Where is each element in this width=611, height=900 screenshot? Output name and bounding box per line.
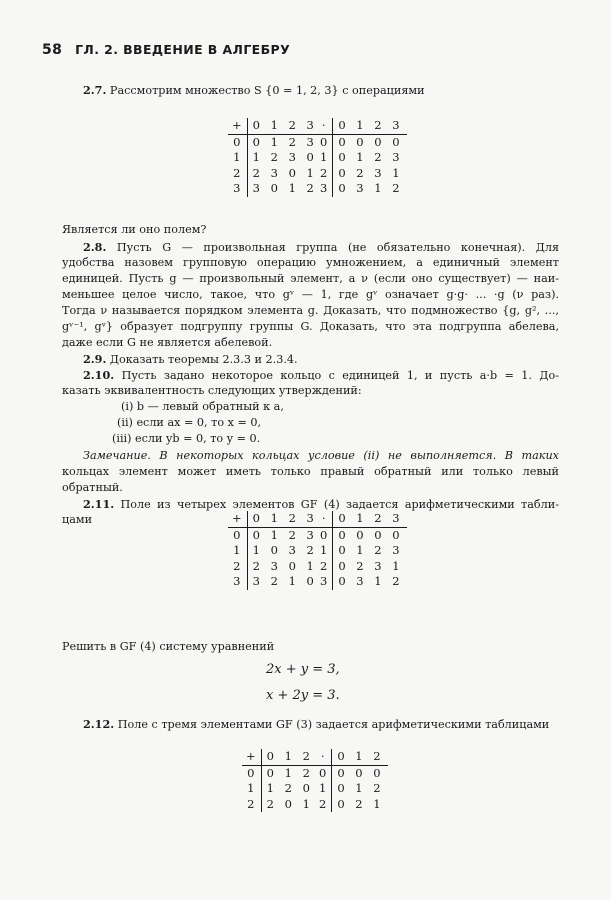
statement-iii: (iii) если yb = 0, то y = 0. bbox=[112, 432, 261, 445]
statement-ii: (ii) если ax = 0, то x = 0, bbox=[117, 416, 262, 429]
table-row: 0 0 1 2 3 bbox=[228, 135, 321, 151]
table-row: 3 3 0 1 2 bbox=[228, 181, 321, 197]
equation-2: x + 2y = 3. bbox=[266, 688, 340, 703]
table-row: 2 2 0 1 bbox=[242, 797, 317, 813]
table-row: 2 2 3 0 1 bbox=[228, 559, 321, 575]
table-row: 1 0 1 2 3 bbox=[316, 543, 407, 559]
table-row: 0 0 1 2 3 bbox=[228, 528, 321, 544]
op-symbol: · bbox=[316, 118, 333, 134]
problem-number: 2.11. bbox=[83, 497, 115, 511]
problem-2-9: 2.9. Доказать теоремы 2.3.3 и 2.3.4. bbox=[83, 352, 298, 366]
problem-number: 2.10. bbox=[83, 368, 115, 382]
op-symbol: + bbox=[228, 511, 247, 527]
table-row: 1 0 1 2 bbox=[315, 781, 388, 797]
remark-line-2: кольцах элемент может иметь только правый обратный или только левый bbox=[62, 465, 559, 478]
chapter-title: ГЛ. 2. ВВЕДЕНИЕ В АЛГЕБРУ bbox=[75, 42, 291, 57]
table-row: 2 2 3 0 1 bbox=[228, 166, 321, 182]
problem-2-11-line-2: цами bbox=[62, 513, 93, 526]
system-intro: Решить в GF (4) систему уравнений bbox=[62, 640, 275, 653]
remark-line-3: обратный. bbox=[62, 481, 123, 494]
table-gf3-addition bbox=[242, 749, 317, 812]
problem-number: 2.12. bbox=[83, 717, 115, 731]
table-row: 2 0 2 3 1 bbox=[316, 166, 407, 182]
problem-2-10-line-1: 2.10. Пусть задано некоторое кольцо с единицей 1, и пусть a·b = 1. До- bbox=[83, 368, 559, 382]
table-row: 2 0 2 3 1 bbox=[316, 559, 407, 575]
table-row: 1 0 1 2 3 bbox=[316, 150, 407, 166]
problem-2-11-line-1: 2.11. Поле из четырех элементов GF (4) задается арифметическими табли- bbox=[83, 497, 559, 511]
problem-2-10-line-2: казать эквивалентность следующих утверждений: bbox=[62, 384, 362, 397]
table-gf4-addition bbox=[228, 511, 321, 590]
problem-number: 2.7. bbox=[83, 83, 107, 97]
op-symbol: + bbox=[228, 118, 247, 134]
table-row: 3 0 3 1 2 bbox=[316, 181, 407, 197]
op-symbol: + bbox=[242, 749, 261, 765]
problem-2-8-line-1: 2.8. Пусть G — произвольная группа (не обязательно конечная). Для bbox=[83, 240, 559, 254]
table-row: 1 1 2 0 bbox=[242, 781, 317, 797]
problem-2-7-statement bbox=[83, 83, 425, 98]
table-row: 1 1 0 3 2 bbox=[228, 543, 321, 559]
problem-2-8-line-2: удобства назовем групповую операцию умножением, а единичный элемент bbox=[62, 256, 559, 269]
problem-2-8-line-5: Тогда ν называется порядком элемента g. Доказать, что подмножество {g, g², ..., bbox=[62, 304, 559, 317]
table-2-7-multiplication bbox=[316, 118, 407, 197]
problem-2-12-statement: 2.12. Поле с тремя элементами GF (3) задается арифметическими таблицами bbox=[83, 717, 550, 731]
statement-i: (i) b — левый обратный к a, bbox=[121, 400, 284, 413]
table-row: 3 3 2 1 0 bbox=[228, 574, 321, 590]
op-symbol: · bbox=[316, 511, 333, 527]
table-gf3-multiplication bbox=[315, 749, 388, 812]
table-header: 0 1 2 3 bbox=[247, 118, 321, 134]
problem-number: 2.9. bbox=[83, 352, 107, 366]
equation-1: 2x + y = 3, bbox=[266, 662, 340, 677]
table-header: 0 1 2 3 bbox=[333, 118, 407, 134]
problem-2-8-line-3: единицей. Пусть g — произвольный элемент, а ν (если оно существует) — наи- bbox=[62, 272, 559, 285]
table-row: 0 0 0 0 bbox=[315, 766, 388, 782]
table-gf4-multiplication bbox=[316, 511, 407, 590]
op-symbol: · bbox=[315, 749, 332, 765]
page-number: 58 bbox=[42, 42, 63, 58]
table-2-7-addition bbox=[228, 118, 321, 197]
table-row: 2 0 2 1 bbox=[315, 797, 388, 813]
table-header: 0 1 2 3 bbox=[247, 511, 321, 527]
table-row: 0 0 1 2 bbox=[242, 766, 317, 782]
problem-2-8-line-7: даже если G не является абелевой. bbox=[62, 336, 273, 349]
problem-2-8-line-6: gᵛ⁻¹, gᵛ} образует подгруппу группы G. Доказать, что эта подгруппа абелева, bbox=[62, 320, 559, 333]
table-row: 3 0 3 1 2 bbox=[316, 574, 407, 590]
problem-number: 2.8. bbox=[83, 240, 107, 254]
table-header: 0 1 2 bbox=[332, 749, 388, 765]
table-row: 0 0 0 0 0 bbox=[316, 135, 407, 151]
table-row: 1 1 2 3 0 bbox=[228, 150, 321, 166]
table-row: 0 0 0 0 0 bbox=[316, 528, 407, 544]
table-header: 0 1 2 bbox=[261, 749, 317, 765]
problem-text: Рассмотрим множество S {0 = 1, 2, 3} с операциями bbox=[109, 84, 425, 97]
remark-line-1: Замечание. В некоторых кольцах условие (ii) не выполняется. В таких bbox=[83, 449, 559, 462]
problem-2-7-question: Является ли оно полем? bbox=[62, 223, 207, 236]
problem-2-8-line-4: меньшее целое число, такое, что gᵛ — 1, где gᵛ означает g·g· ... ·g (ν раз). bbox=[62, 288, 559, 301]
table-header: 0 1 2 3 bbox=[333, 511, 407, 527]
running-header bbox=[42, 42, 290, 58]
